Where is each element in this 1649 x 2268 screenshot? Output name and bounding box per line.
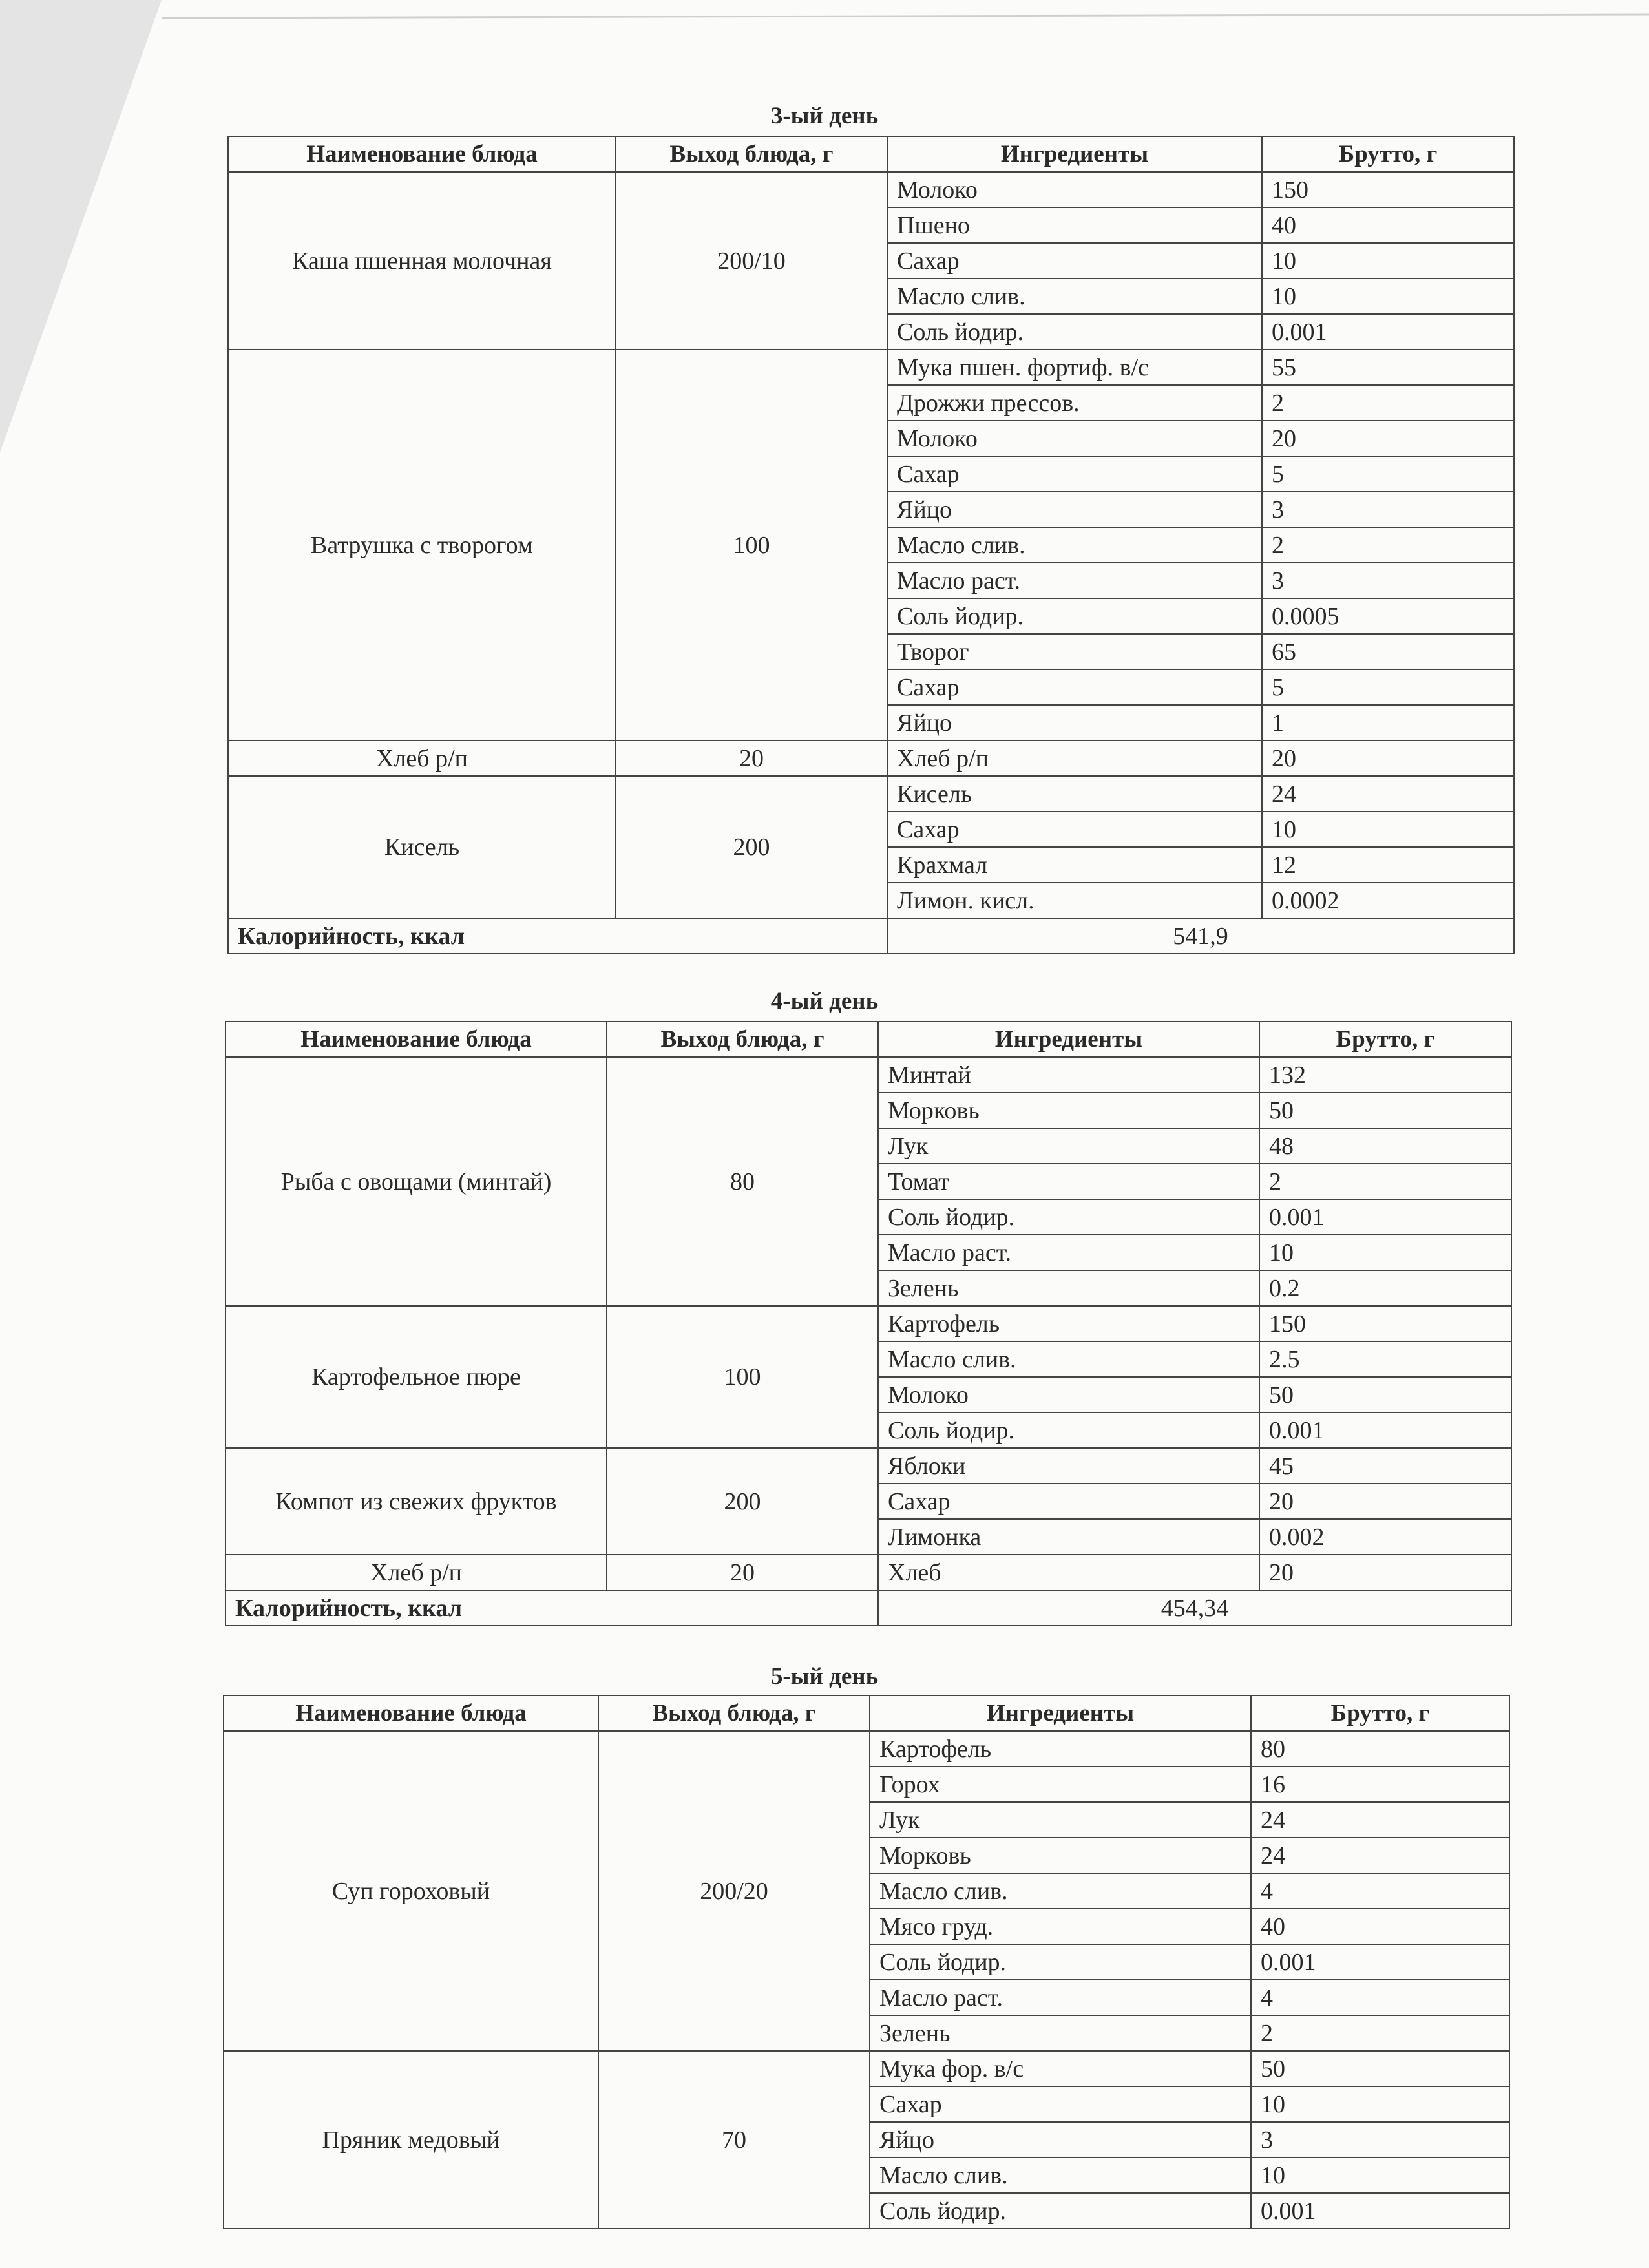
- ingredient-brutto: 20: [1262, 740, 1514, 776]
- ingredient-name: Соль йодир.: [878, 1412, 1259, 1448]
- dish-yield: 70: [598, 2051, 870, 2229]
- ingredient-name: Яйцо: [870, 2122, 1251, 2158]
- yield-column-header: Выход блюда, г: [598, 1696, 870, 1731]
- ingredient-name: Масло слив.: [887, 527, 1262, 563]
- ingredient-brutto: 40: [1262, 207, 1514, 243]
- brutto-column-header: Брутто, г: [1259, 1022, 1511, 1057]
- ingredient-name: Лук: [870, 1802, 1251, 1838]
- ingredient-brutto: 50: [1259, 1377, 1511, 1412]
- ingredient-name: Соль йодир.: [887, 314, 1262, 350]
- ingredient-brutto: 50: [1259, 1093, 1511, 1128]
- ingredient-row: [226, 1057, 1511, 1093]
- ingredient-brutto: 20: [1259, 1555, 1511, 1590]
- day-5-table: [223, 1695, 1510, 2229]
- dish-yield: 20: [607, 1555, 878, 1590]
- dish-name: Рыба с овощами (минтай): [226, 1057, 607, 1306]
- ingredient-brutto: 3: [1262, 492, 1514, 527]
- ingredient-name: Мука пшен. фортиф. в/с: [887, 350, 1262, 385]
- ingredient-brutto: 0.001: [1262, 314, 1514, 350]
- ingredient-brutto: 2: [1251, 2015, 1509, 2051]
- ingredient-name: Молоко: [878, 1377, 1259, 1412]
- dish-name: Хлеб р/п: [226, 1555, 607, 1590]
- ingredient-brutto: 150: [1262, 172, 1514, 207]
- ingredient-brutto: 5: [1262, 669, 1514, 705]
- ingredient-row: [226, 1555, 1511, 1590]
- ingredient-row: [228, 350, 1514, 385]
- ingredient-brutto: 16: [1251, 1767, 1509, 1802]
- ingredient-brutto: 0.0002: [1262, 883, 1514, 918]
- ingredient-name: Соль йодир.: [878, 1199, 1259, 1235]
- ingredient-row: [226, 1448, 1511, 1484]
- ingredient-name: Яйцо: [887, 705, 1262, 740]
- ingredient-brutto: 40: [1251, 1909, 1509, 1944]
- ingredient-brutto: 2: [1262, 385, 1514, 421]
- ingredient-name: Зелень: [870, 2015, 1251, 2051]
- ingredient-name: Сахар: [887, 669, 1262, 705]
- ingredient-name: Дрожжи прессов.: [887, 385, 1262, 421]
- day-5-title: 5-ый день: [770, 1663, 879, 1690]
- ingredient-row: [228, 740, 1514, 776]
- ingredient-brutto: 0.001: [1259, 1412, 1511, 1448]
- ingredient-name: Морковь: [870, 1838, 1251, 1873]
- calories-row: [226, 1590, 1511, 1626]
- dish-column-header: Наименование блюда: [226, 1022, 607, 1057]
- ingredient-name: Масло слив.: [878, 1341, 1259, 1377]
- ingredient-brutto: 48: [1259, 1128, 1511, 1164]
- ingredient-name: Картофель: [878, 1306, 1259, 1341]
- ingredient-name: Молоко: [887, 172, 1262, 207]
- dish-name: Пряник медовый: [224, 2051, 598, 2229]
- ingredient-brutto: 2: [1259, 1164, 1511, 1199]
- header-row: [228, 136, 1514, 172]
- ingredient-brutto: 50: [1251, 2051, 1509, 2086]
- ingredient-brutto: 55: [1262, 350, 1514, 385]
- ingredient-name: Масло слив.: [870, 1873, 1251, 1909]
- ingredient-brutto: 4: [1251, 1873, 1509, 1909]
- ingredient-name: Сахар: [887, 812, 1262, 847]
- ingredient-row: [228, 172, 1514, 207]
- day-4-title: 4-ый день: [770, 988, 879, 1014]
- ingredient-name: Яблоки: [878, 1448, 1259, 1484]
- day-4-table: [225, 1021, 1512, 1626]
- calories-value: 454,34: [878, 1590, 1511, 1626]
- ingredient-brutto: 3: [1262, 563, 1514, 598]
- ingredient-row: [224, 1731, 1509, 1767]
- ingredient-name: Минтай: [878, 1057, 1259, 1093]
- ingredient-brutto: 10: [1262, 243, 1514, 278]
- ingredient-brutto: 65: [1262, 634, 1514, 669]
- ingredient-name: Мясо груд.: [870, 1909, 1251, 1944]
- ingredient-name: Кисель: [887, 776, 1262, 812]
- calories-row: [228, 918, 1514, 954]
- ingredient-row: [224, 2051, 1509, 2086]
- ingredient-name: Сахар: [870, 2086, 1251, 2122]
- ingredient-name: Масло раст.: [870, 1980, 1251, 2015]
- dish-column-header: Наименование блюда: [228, 136, 616, 172]
- calories-value: 541,9: [887, 918, 1514, 954]
- day-3-table: [227, 136, 1515, 954]
- dish-yield: 100: [616, 350, 887, 740]
- ingredient-name: Картофель: [870, 1731, 1251, 1767]
- ingredient-brutto: 24: [1251, 1802, 1509, 1838]
- ingredient-name: Масло слив.: [887, 278, 1262, 314]
- dish-yield: 80: [607, 1057, 878, 1306]
- ingredient-brutto: 0.2: [1259, 1270, 1511, 1306]
- ingredient-name: Хлеб: [878, 1555, 1259, 1590]
- ingredient-brutto: 20: [1262, 421, 1514, 456]
- ingredient-brutto: 1: [1262, 705, 1514, 740]
- ingredient-name: Соль йодир.: [887, 598, 1262, 634]
- ingredient-name: Сахар: [887, 243, 1262, 278]
- ingredient-name: Молоко: [887, 421, 1262, 456]
- ingredient-brutto: 132: [1259, 1057, 1511, 1093]
- ingredients-column-header: Ингредиенты: [878, 1022, 1259, 1057]
- ingredient-brutto: 150: [1259, 1306, 1511, 1341]
- ingredient-name: Морковь: [878, 1093, 1259, 1128]
- dish-yield: 20: [616, 740, 887, 776]
- ingredient-name: Лимон. кисл.: [887, 883, 1262, 918]
- dish-name: Кисель: [228, 776, 616, 918]
- dish-name: Ватрушка с творогом: [228, 350, 616, 740]
- ingredient-name: Творог: [887, 634, 1262, 669]
- ingredient-brutto: 2: [1262, 527, 1514, 563]
- ingredient-brutto: 4: [1251, 1980, 1509, 2015]
- ingredient-name: Хлеб р/п: [887, 740, 1262, 776]
- dish-column-header: Наименование блюда: [224, 1696, 598, 1731]
- ingredient-brutto: 0.001: [1251, 2193, 1509, 2229]
- ingredient-brutto: 2.5: [1259, 1341, 1511, 1377]
- day-3-title: 3-ый день: [770, 103, 879, 129]
- header-row: [226, 1022, 1511, 1057]
- ingredient-brutto: 24: [1251, 1838, 1509, 1873]
- yield-column-header: Выход блюда, г: [616, 136, 887, 172]
- ingredient-name: Пшено: [887, 207, 1262, 243]
- dish-name: Каша пшенная молочная: [228, 172, 616, 350]
- ingredients-column-header: Ингредиенты: [887, 136, 1262, 172]
- ingredients-column-header: Ингредиенты: [870, 1696, 1251, 1731]
- yield-column-header: Выход блюда, г: [607, 1022, 878, 1057]
- ingredient-brutto: 0.001: [1251, 1944, 1509, 1980]
- ingredient-brutto: 45: [1259, 1448, 1511, 1484]
- dish-yield: 200: [607, 1448, 878, 1555]
- ingredient-name: Сахар: [878, 1484, 1259, 1519]
- dish-name: Картофельное пюре: [226, 1306, 607, 1448]
- ingredient-row: [226, 1306, 1511, 1341]
- dish-name: Компот из свежих фруктов: [226, 1448, 607, 1555]
- ingredient-brutto: 0.002: [1259, 1519, 1511, 1555]
- dish-name: Суп гороховый: [224, 1731, 598, 2051]
- dish-yield: 200/20: [598, 1731, 870, 2051]
- ingredient-name: Масло раст.: [887, 563, 1262, 598]
- calories-label: Калорийность, ккал: [226, 1590, 878, 1626]
- ingredient-name: Мука фор. в/с: [870, 2051, 1251, 2086]
- ingredient-brutto: 0.001: [1259, 1199, 1511, 1235]
- ingredient-name: Зелень: [878, 1270, 1259, 1306]
- ingredient-brutto: 10: [1251, 2158, 1509, 2193]
- ingredient-brutto: 0.0005: [1262, 598, 1514, 634]
- dish-yield: 100: [607, 1306, 878, 1448]
- ingredient-name: Соль йодир.: [870, 1944, 1251, 1980]
- calories-label: Калорийность, ккал: [228, 918, 887, 954]
- ingredient-brutto: 24: [1262, 776, 1514, 812]
- brutto-column-header: Брутто, г: [1262, 136, 1514, 172]
- ingredient-brutto: 10: [1262, 278, 1514, 314]
- ingredient-brutto: 10: [1262, 812, 1514, 847]
- ingredient-name: Лимонка: [878, 1519, 1259, 1555]
- ingredient-name: Масло слив.: [870, 2158, 1251, 2193]
- brutto-column-header: Брутто, г: [1251, 1696, 1509, 1731]
- header-row: [224, 1696, 1509, 1731]
- ingredient-brutto: 80: [1251, 1731, 1509, 1767]
- dish-yield: 200/10: [616, 172, 887, 350]
- ingredient-name: Сахар: [887, 456, 1262, 492]
- ingredient-brutto: 12: [1262, 847, 1514, 883]
- ingredient-name: Яйцо: [887, 492, 1262, 527]
- ingredient-brutto: 3: [1251, 2122, 1509, 2158]
- ingredient-brutto: 10: [1251, 2086, 1509, 2122]
- ingredient-row: [228, 776, 1514, 812]
- ingredient-name: Томат: [878, 1164, 1259, 1199]
- dish-yield: 200: [616, 776, 887, 918]
- ingredient-name: Лук: [878, 1128, 1259, 1164]
- ingredient-name: Горох: [870, 1767, 1251, 1802]
- ingredient-brutto: 5: [1262, 456, 1514, 492]
- ingredient-name: Масло раст.: [878, 1235, 1259, 1270]
- ingredient-name: Соль йодир.: [870, 2193, 1251, 2229]
- ingredient-brutto: 20: [1259, 1484, 1511, 1519]
- ingredient-name: Крахмал: [887, 847, 1262, 883]
- ingredient-brutto: 10: [1259, 1235, 1511, 1270]
- dish-name: Хлеб р/п: [228, 740, 616, 776]
